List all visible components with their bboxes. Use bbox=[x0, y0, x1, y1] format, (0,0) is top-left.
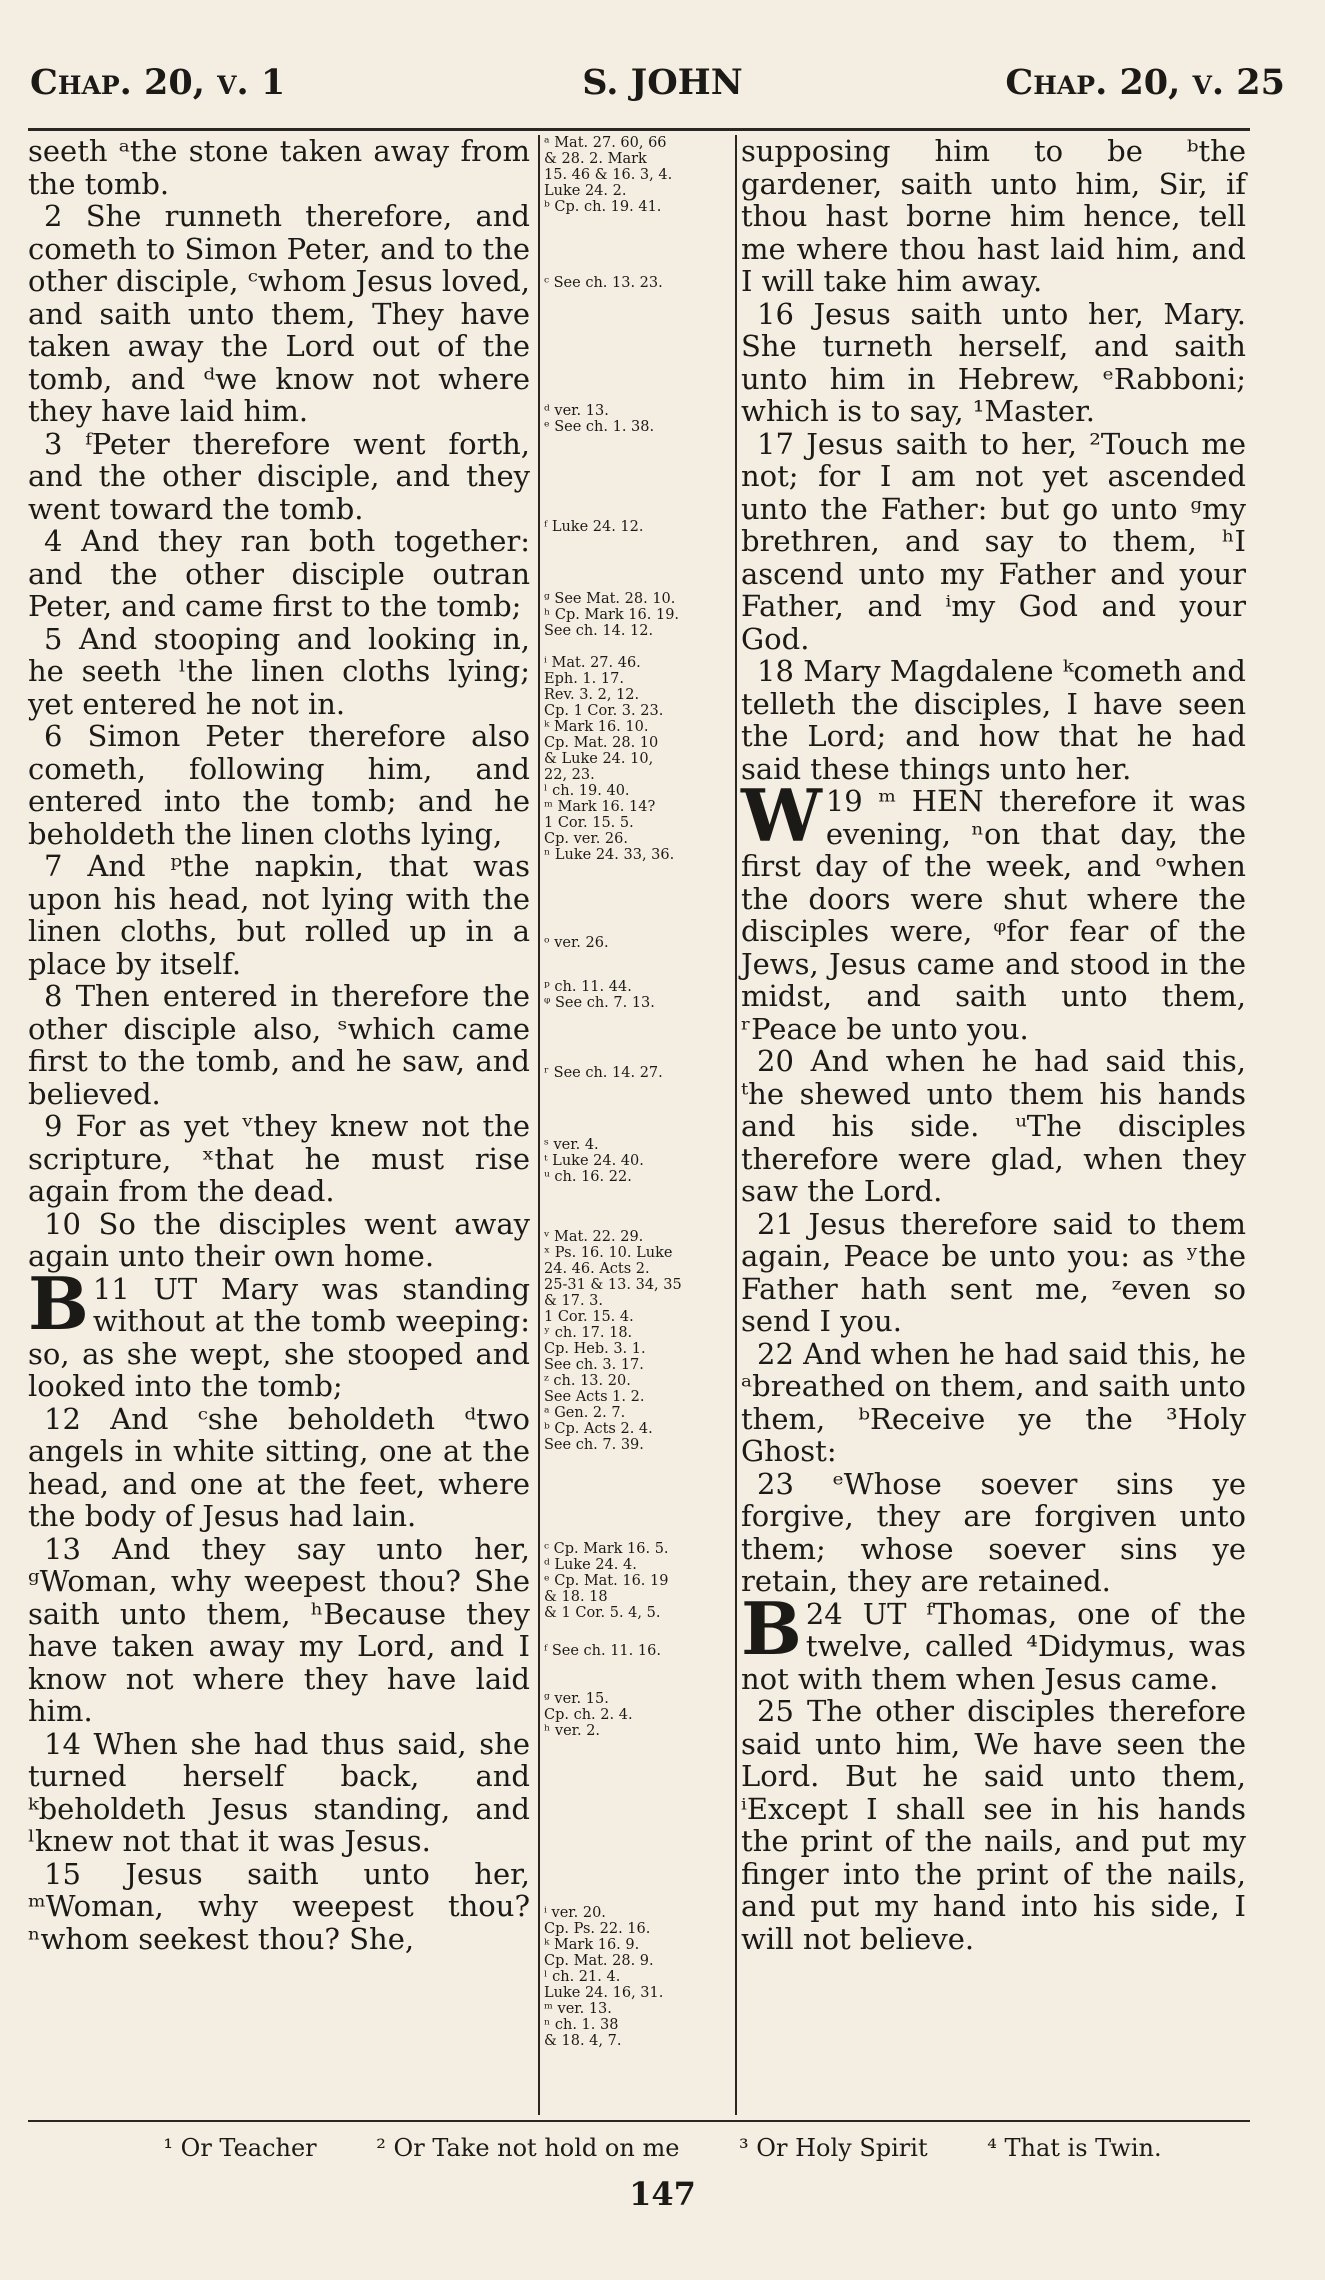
drop-cap: B bbox=[741, 1585, 802, 1671]
verse-text: UT Mary was standing without at the tomb weeping: so, as she wept, she stooped and looked into the tomb; bbox=[28, 1271, 531, 1403]
margin-ref: ˢ ver. 4. ᵗ Luke 24. 40. ᵘ ch. 16. 22. bbox=[544, 1137, 644, 1185]
verse-text: UT ᶠThomas, one of the twelve, called ⁴Didymus, was not with them when Jesus came. bbox=[741, 1596, 1246, 1696]
margin-ref: ᶠ See ch. 11. 16. bbox=[544, 1643, 661, 1659]
verse-18: 18 Mary Magdalene ᵏcometh and telleth the disciples, I have seen the Lord; and how that he had said these things unto her. bbox=[741, 654, 1246, 786]
verse-13: 13 And they say unto her, ᵍWoman, why weepest thou? She saith unto them, ʰBecause they have taken away my Lord, and I know not where they have laid him. bbox=[28, 1531, 530, 1728]
running-header-right: Chap. 20, v. 25 bbox=[1005, 62, 1285, 103]
margin-ref: ᵛ Mat. 22. 29. ˣ Ps. 16. 10. Luke 24. 46. Acts 2. 25-31 & 13. 34, 35 & 17. 3. 1 Cor. 15. 4. ʸ ch. 17. 18. Cp. Heb. 3. 1. See ch. 3. 17. ᶻ ch. 13. 20. See Acts 1. 2. ᵃ Gen. 2. 7. ᵇ Cp. Acts 2. 4. See ch. 7. 39. bbox=[544, 1229, 682, 1453]
footnotes bbox=[0, 2134, 1325, 2162]
right-text-column bbox=[741, 135, 1246, 1955]
footnote-rule bbox=[28, 2120, 1250, 2122]
margin-ref: ᶜ See ch. 13. 23. bbox=[544, 275, 663, 291]
verse-9: 9 For as yet ᵛthey knew not the scripture, ˣthat he must rise again from the dead. bbox=[28, 1109, 530, 1208]
verse-1-cont: seeth ᵃthe stone taken away from the tomb. bbox=[28, 134, 530, 201]
verse-24 bbox=[741, 1585, 1246, 1696]
verse-number: 24 bbox=[805, 1596, 843, 1631]
margin-ref: ᶠ Luke 24. 12. bbox=[544, 519, 644, 535]
footnote-3: ³ Or Holy Spirit bbox=[739, 2134, 928, 2162]
margin-ref: ⁱ Mat. 27. 46. Eph. 1. 17. Rev. 3. 2, 12. Cp. 1 Cor. 3. 23. ᵏ Mark 16. 10. Cp. Mat. 28. 10 & Luke 24. 10, 22, 23. ˡ ch. 19. 40. ᵐ Mark 16. 14? 1 Cor. 15. 5. Cp. ver. 26. ⁿ Luke 24. 33, 36. bbox=[544, 655, 675, 863]
margin-ref: ᶜ Cp. Mark 16. 5. ᵈ Luke 24. 4. ᵉ Cp. Mat. 16. 19 & 18. 18 & 1 Cor. 5. 4, 5. bbox=[544, 1541, 669, 1621]
drop-cap: B bbox=[28, 1260, 89, 1346]
verse-8: 8 Then entered in therefore the other disciple also, ˢwhich came first to the tomb, and he saw, and believed. bbox=[28, 979, 530, 1111]
verse-15: 15 Jesus saith unto her, ᵐWoman, why weepest thou? ⁿwhom seekest thou? She, bbox=[28, 1856, 530, 1956]
verse-22: 22 And when he had said this, he ᵃbreathed on them, and saith unto them, ᵇReceive ye the ³Holy Ghost: bbox=[741, 1336, 1246, 1468]
verse-16: 16 Jesus saith unto her, Mary. She turneth herself, and saith unto him in Hebrew, ᵉRabboni; which is to say, ¹Master. bbox=[741, 296, 1246, 428]
cross-reference-column bbox=[544, 135, 734, 2115]
verse-text: HEN therefore it was evening, ⁿon that day, the first day of the week, and ᵒwhen the doors were shut where the disciples were, ᵠfor fear of the Jews, Jesus came and stood in the midst, and saith unto them, ʳPeace be unto you. bbox=[741, 784, 1246, 1046]
verse-19 bbox=[741, 773, 1246, 1046]
footnote-4: ⁴ That is Twin. bbox=[987, 2134, 1162, 2162]
verse-23: 23 ᵉWhose soever sins ye forgive, they are forgiven unto them; whose soever sins ye retain, they are retained. bbox=[741, 1466, 1246, 1598]
header-rule bbox=[28, 128, 1250, 131]
footnote-1: ¹ Or Teacher bbox=[163, 2134, 317, 2162]
verse-5: 5 And stooping and looking in, he seeth ˡthe linen cloths lying; yet entered he not in. bbox=[28, 621, 530, 721]
verse-6: 6 Simon Peter therefore also cometh, following him, and entered into the tomb; and he beholdeth the linen cloths lying, bbox=[28, 719, 530, 851]
verse-7: 7 And ᵖthe napkin, that was upon his head, not lying with the linen cloths, but rolled up in a place by itself. bbox=[28, 849, 530, 981]
verse-11 bbox=[28, 1260, 531, 1403]
verse-3: 3 ᶠPeter therefore went forth, and the other disciple, and they went toward the tomb. bbox=[28, 426, 530, 526]
margin-ref: ᵍ See Mat. 28. 10. ʰ Cp. Mark 16. 19. See ch. 14. 12. bbox=[544, 591, 680, 639]
verse-number: 11 bbox=[92, 1271, 130, 1306]
margin-ref: ᵃ Mat. 27. 60, 66 & 28. 2. Mark 15. 46 & 16. 3, 4. Luke 24. 2. ᵇ Cp. ch. 19. 41. bbox=[544, 135, 673, 215]
verse-21: 21 Jesus therefore said to them again, Peace be unto you: as ʸthe Father hath sent me, ᶻeven so send I you. bbox=[741, 1206, 1246, 1338]
running-header-left: Chap. 20, v. 1 bbox=[30, 62, 286, 103]
verse-12: 12 And ᶜshe beholdeth ᵈtwo angels in white sitting, one at the head, and one at the feet, where the body of Jesus had lain. bbox=[28, 1401, 530, 1533]
verse-4: 4 And they ran both together: and the other disciple outran Peter, and came first to the tomb; bbox=[28, 524, 530, 623]
verse-25: 25 The other disciples therefore said unto him, We have seen the Lord. But he said unto them, ⁱExcept I shall see in his hands the print of the nails, and put my finger into the print of the nails, and put my hand into his side, I will not believe. bbox=[741, 1694, 1246, 1956]
footnote-2: ² Or Take not hold on me bbox=[376, 2134, 680, 2162]
drop-cap: W bbox=[741, 773, 822, 858]
margin-ref: ᵒ ver. 26. bbox=[544, 935, 609, 951]
verse-10: 10 So the disciples went away again unto their own home. bbox=[28, 1206, 530, 1273]
page-number: 147 bbox=[629, 2175, 696, 2213]
column-divider-right bbox=[735, 135, 737, 2115]
verse-17: 17 Jesus saith to her, ²Touch me not; for I am not yet ascended unto the Father: but go unto ᵍmy brethren, and say to them, ʰI ascend unto my Father and your Father, and ⁱmy God and your God. bbox=[741, 426, 1246, 656]
margin-ref: ʳ See ch. 14. 27. bbox=[544, 1065, 663, 1081]
verse-14: 14 When she had thus said, she turned herself back, and ᵏbeholdeth Jesus standing, and ˡknew not that it was Jesus. bbox=[28, 1726, 530, 1858]
column-divider-left bbox=[538, 135, 540, 2115]
verse-20: 20 And when he had said this, ᵗhe shewed unto them his hands and his side. ᵘThe disciples therefore were glad, when they saw the Lord. bbox=[741, 1044, 1246, 1208]
verse-number: 19 ᵐ bbox=[825, 784, 897, 818]
left-text-column bbox=[28, 135, 530, 1955]
running-header-title: S. JOHN bbox=[582, 62, 743, 103]
verse-2: 2 She runneth therefore, and cometh to Simon Peter, and to the other disciple, ᶜwhom Jesus loved, and saith unto them, They have taken away the Lord out of the tomb, and ᵈwe know not where they have laid him. bbox=[28, 199, 530, 428]
margin-ref: ᵍ ver. 15. Cp. ch. 2. 4. ʰ ver. 2. bbox=[544, 1691, 633, 1739]
margin-ref: ⁱ ver. 20. Cp. Ps. 22. 16. ᵏ Mark 16. 9. Cp. Mat. 28. 9. ˡ ch. 21. 4. Luke 24. 16, 31. ᵐ ver. 13. ⁿ ch. 1. 38 & 18. 4, 7. bbox=[544, 1905, 664, 2049]
margin-ref: ᵖ ch. 11. 44. ᵠ See ch. 7. 13. bbox=[544, 979, 655, 1011]
margin-ref: ᵈ ver. 13. ᵉ See ch. 1. 38. bbox=[544, 403, 655, 435]
verse-15-cont: supposing him to be ᵇthe gardener, saith unto him, Sir, if thou hast borne him hence, tell me where thou hast laid him, and I will take him away. bbox=[741, 134, 1246, 298]
